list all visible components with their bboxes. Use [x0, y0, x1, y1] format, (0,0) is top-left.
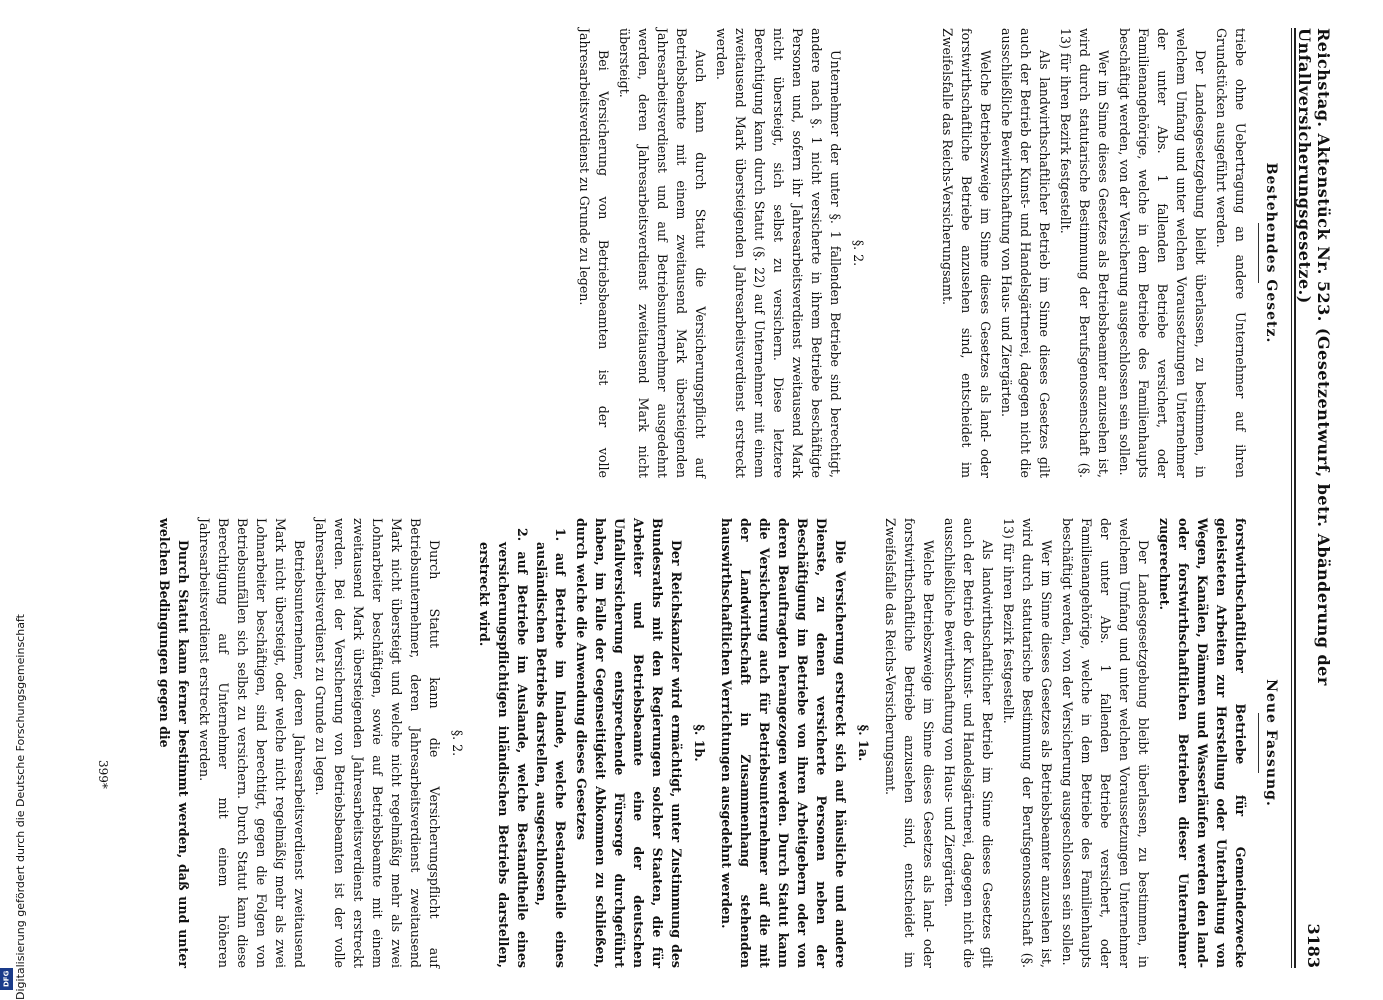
right-paragraph: Der Reichskanzler wird ermächtigt, unter Zustimmung des Bundesraths mit den Regierungen solcher Staaten, die für Arbeiter und Betriebsbeamte eine der deutschen Unfallversicherung entsprechende Fürsorge durchgeführt haben, im Falle der Gegenseitigkeit Abkommen zu schließen, durch welche die Anwendung dieses Gesetzes: [574, 518, 684, 968]
left-paragraph: Als landwirthschaftlicher Betrieb im Sinne dieses Gesetzes gilt auch der Betrieb der Kunst- und Handelsgärtnerei, dagegen nicht die ausschließliche Bewirthschaftung von Haus- und Ziergärten.: [999, 28, 1052, 478]
header-page-number: 3183: [1304, 923, 1324, 968]
digitization-note: Digitalisierung gefördert durch die Deutsche Forschungsgemeinschaft: [14, 614, 27, 1000]
page-mark: 399*: [96, 760, 110, 789]
left-paragraph: Wer im Sinne dieses Gesetzes als Betriebsbeamter anzusehen ist, wird durch statutarische Bestimmung der Berufsgenossenschaft (§. 13) für ihren Bezirk festgestellt.: [1058, 28, 1111, 478]
left-paragraph: Auch kann durch Statut die Versicherungspflicht auf Betriebsbeamte mit einem zweitausend Mark übersteigenden Jahresarbeitsverdienst und auf Betriebsunternehmer ausgedehnt werden, deren Jahresarbeitsverdienst zweitausend Mark nicht übersteigt.: [617, 28, 708, 478]
scanned-page: [40, 0, 1340, 1000]
right-paragraph: Durch Statut kann ferner bestimmt werden, daß und unter welchen Bedingungen gegen die: [157, 518, 191, 968]
left-paragraph: Bei Versicherung von Betriebsbeamten ist der volle Jahresarbeitsverdienst zu Grunde zu legen.: [577, 28, 611, 478]
heading-rule: [1258, 223, 1259, 283]
right-paragraph: Welche Betriebszweige im Sinne dieses Gesetzes als land- oder forstwirthschaftliche Betriebe anzusehen sind, entscheidet im Zweifelsfalle das Reichs-Versicherungsamt.: [883, 518, 936, 968]
heading-rule: [1258, 713, 1259, 773]
right-paragraph: Betriebsunternehmer, deren Jahresarbeitsverdienst zweitausend Mark nicht übersteigt, oder welche nicht regelmäßig mehr als zwei Lohnarbeiter beschäftigen, sind berechtigt, gegen die Folgen von Betriebsunfällen sich selbst zu versichern. Durch Statut kann diese Berechtigung auf Unternehmer mit einem höheren Jahresarbeitsverdienst erstreckt werden.: [197, 518, 307, 968]
right-paragraph: Der Landesgesetzgebung bleibt überlassen, zu bestimmen, in welchem Umfang und unter welchen Voraussetzungen Unternehmer der unter Abs. 1 fallenden Betriebe versichert, oder Familienangehörige, welche in dem Betriebe des Familienhaupts beschäftigt werden, von der Versicherung ausgeschlossen sein sollen.: [1060, 518, 1151, 968]
left-lead-paragraph: triebe ohne Uebertragung an andere Unternehmer auf ihren Grundstücken ausgeführt werden.: [1214, 28, 1248, 478]
right-paragraph: Wer im Sinne dieses Gesetzes als Betriebsbeamter anzusehen ist, wird durch statutarische Bestimmung der Berufsgenossenschaft (§. 13) für ihren Bezirk festgestellt.: [1001, 518, 1054, 968]
right-section-1b-heading: §. 1b.: [692, 724, 707, 762]
header-title: Reichstag. Aktenstück Nr. 523. (Gesetzentwurf, betr. Abänderung der Unfallversicherungsgesetze.): [1295, 28, 1333, 686]
left-section-2-heading: §. 2.: [851, 239, 866, 267]
right-list-item: 1. auf Betriebe im Inlande, welche Bestandtheile eines ausländischen Betriebs darstellen, ausgeschlossen,: [534, 528, 568, 968]
right-column-new-version: [153, 518, 1284, 968]
left-paragraph: Unternehmer der unter §. 1 fallenden Betriebe sind berechtigt, andere nach §. 1 nicht versicherte in ihrem Betriebe beschäftigte Personen und, sofern ihr Jahresarbeitsverdienst zweitausend Mark nicht übersteigt, sich selbst zu versichern. Diese letztere Berechtigung kann durch Statut (§. 22) auf Unternehmer mit einem zweitausend Mark übersteigenden Jahresarbeitsverdienst erstreckt werden.: [714, 28, 843, 478]
page-header: [1295, 28, 1333, 968]
right-paragraph: Durch Statut kann die Versicherungspflicht auf Betriebsunternehmer, deren Jahresarbeitsverdienst zweitausend Mark nicht übersteigt und welche nicht regelmäßig mehr als zwei Lohnarbeiter beschäftigen, sowie auf Betriebsbeamte mit einem zweitausend Mark übersteigenden Jahresarbeitsverdienst erstreckt werden. Bei der Versicherung von Betriebsbeamten ist der volle Jahresarbeitsverdienst zu Grunde zu legen.: [313, 518, 442, 968]
left-paragraph: Welche Betriebszweige im Sinne dieses Gesetzes als land- oder forstwirthschaftliche Betriebe anzusehen sind, entscheidet im Zweifelsfalle das Reichs-Versicherungsamt.: [940, 28, 993, 478]
right-column-heading: Neue Fassung.: [1263, 679, 1279, 807]
left-column-heading: Bestehendes Gesetz.: [1263, 162, 1279, 344]
right-lead-paragraph: forstwirthschaftlicher Betriebe für Gemeindezwecke geleisteten Arbeiten zur Herstellung oder Unterhaltung von Wegen, Kanälen, Dämmen und Wasserläufen werden den land- oder forstwirthschaftlichen Betrieben dieser Unternehmer zugerechnet.: [1157, 518, 1248, 968]
right-paragraph: Als landwirthschaftlicher Betrieb im Sinne dieses Gesetzes gilt auch der Betrieb der Kunst- und Handelsgärtnerei, dagegen nicht die ausschließliche Bewirthschaftung von Haus- und Ziergärten.: [942, 518, 995, 968]
digitization-sidebar: [0, 0, 27, 1000]
dfg-logo: DFG: [0, 968, 13, 990]
left-column-existing-law: [573, 28, 1284, 478]
right-list-item: 2. auf Betriebe im Auslande, welche Bestandtheile eines versicherungspflichtigen inländischen Betriebs darstellen, erstreckt wird.: [477, 528, 530, 968]
right-section-1a-heading: §. 1a.: [856, 724, 871, 762]
right-paragraph: Die Versicherung erstreckt sich auf häusliche und andere Dienste, zu denen versicherte Personen neben der Beschäftigung im Betriebe von ihren Arbeitgebern oder von deren Beauftragten herangezogen werden. Durch Statut kann die Versicherung auch für Betriebsunternehmer auf die mit der Landwirthschaft in Zusammenhang stehenden hauswirthschaftlichen Verrichtungen ausgedehnt werden.: [719, 518, 848, 968]
left-paragraph: Der Landesgesetzgebung bleibt überlassen, zu bestimmen, in welchem Umfang und unter welchen Voraussetzungen Unternehmer der unter Abs. 1 fallenden Betriebe versichert, oder Familienangehörige, welche in dem Betriebe des Familienhaupts beschäftigt werden, von der Versicherung ausgeschlossen sein sollen.: [1117, 28, 1208, 478]
right-section-2-heading: §. 2.: [450, 729, 465, 757]
header-rule: [1294, 28, 1296, 968]
header-rule-thin: [1291, 28, 1292, 968]
